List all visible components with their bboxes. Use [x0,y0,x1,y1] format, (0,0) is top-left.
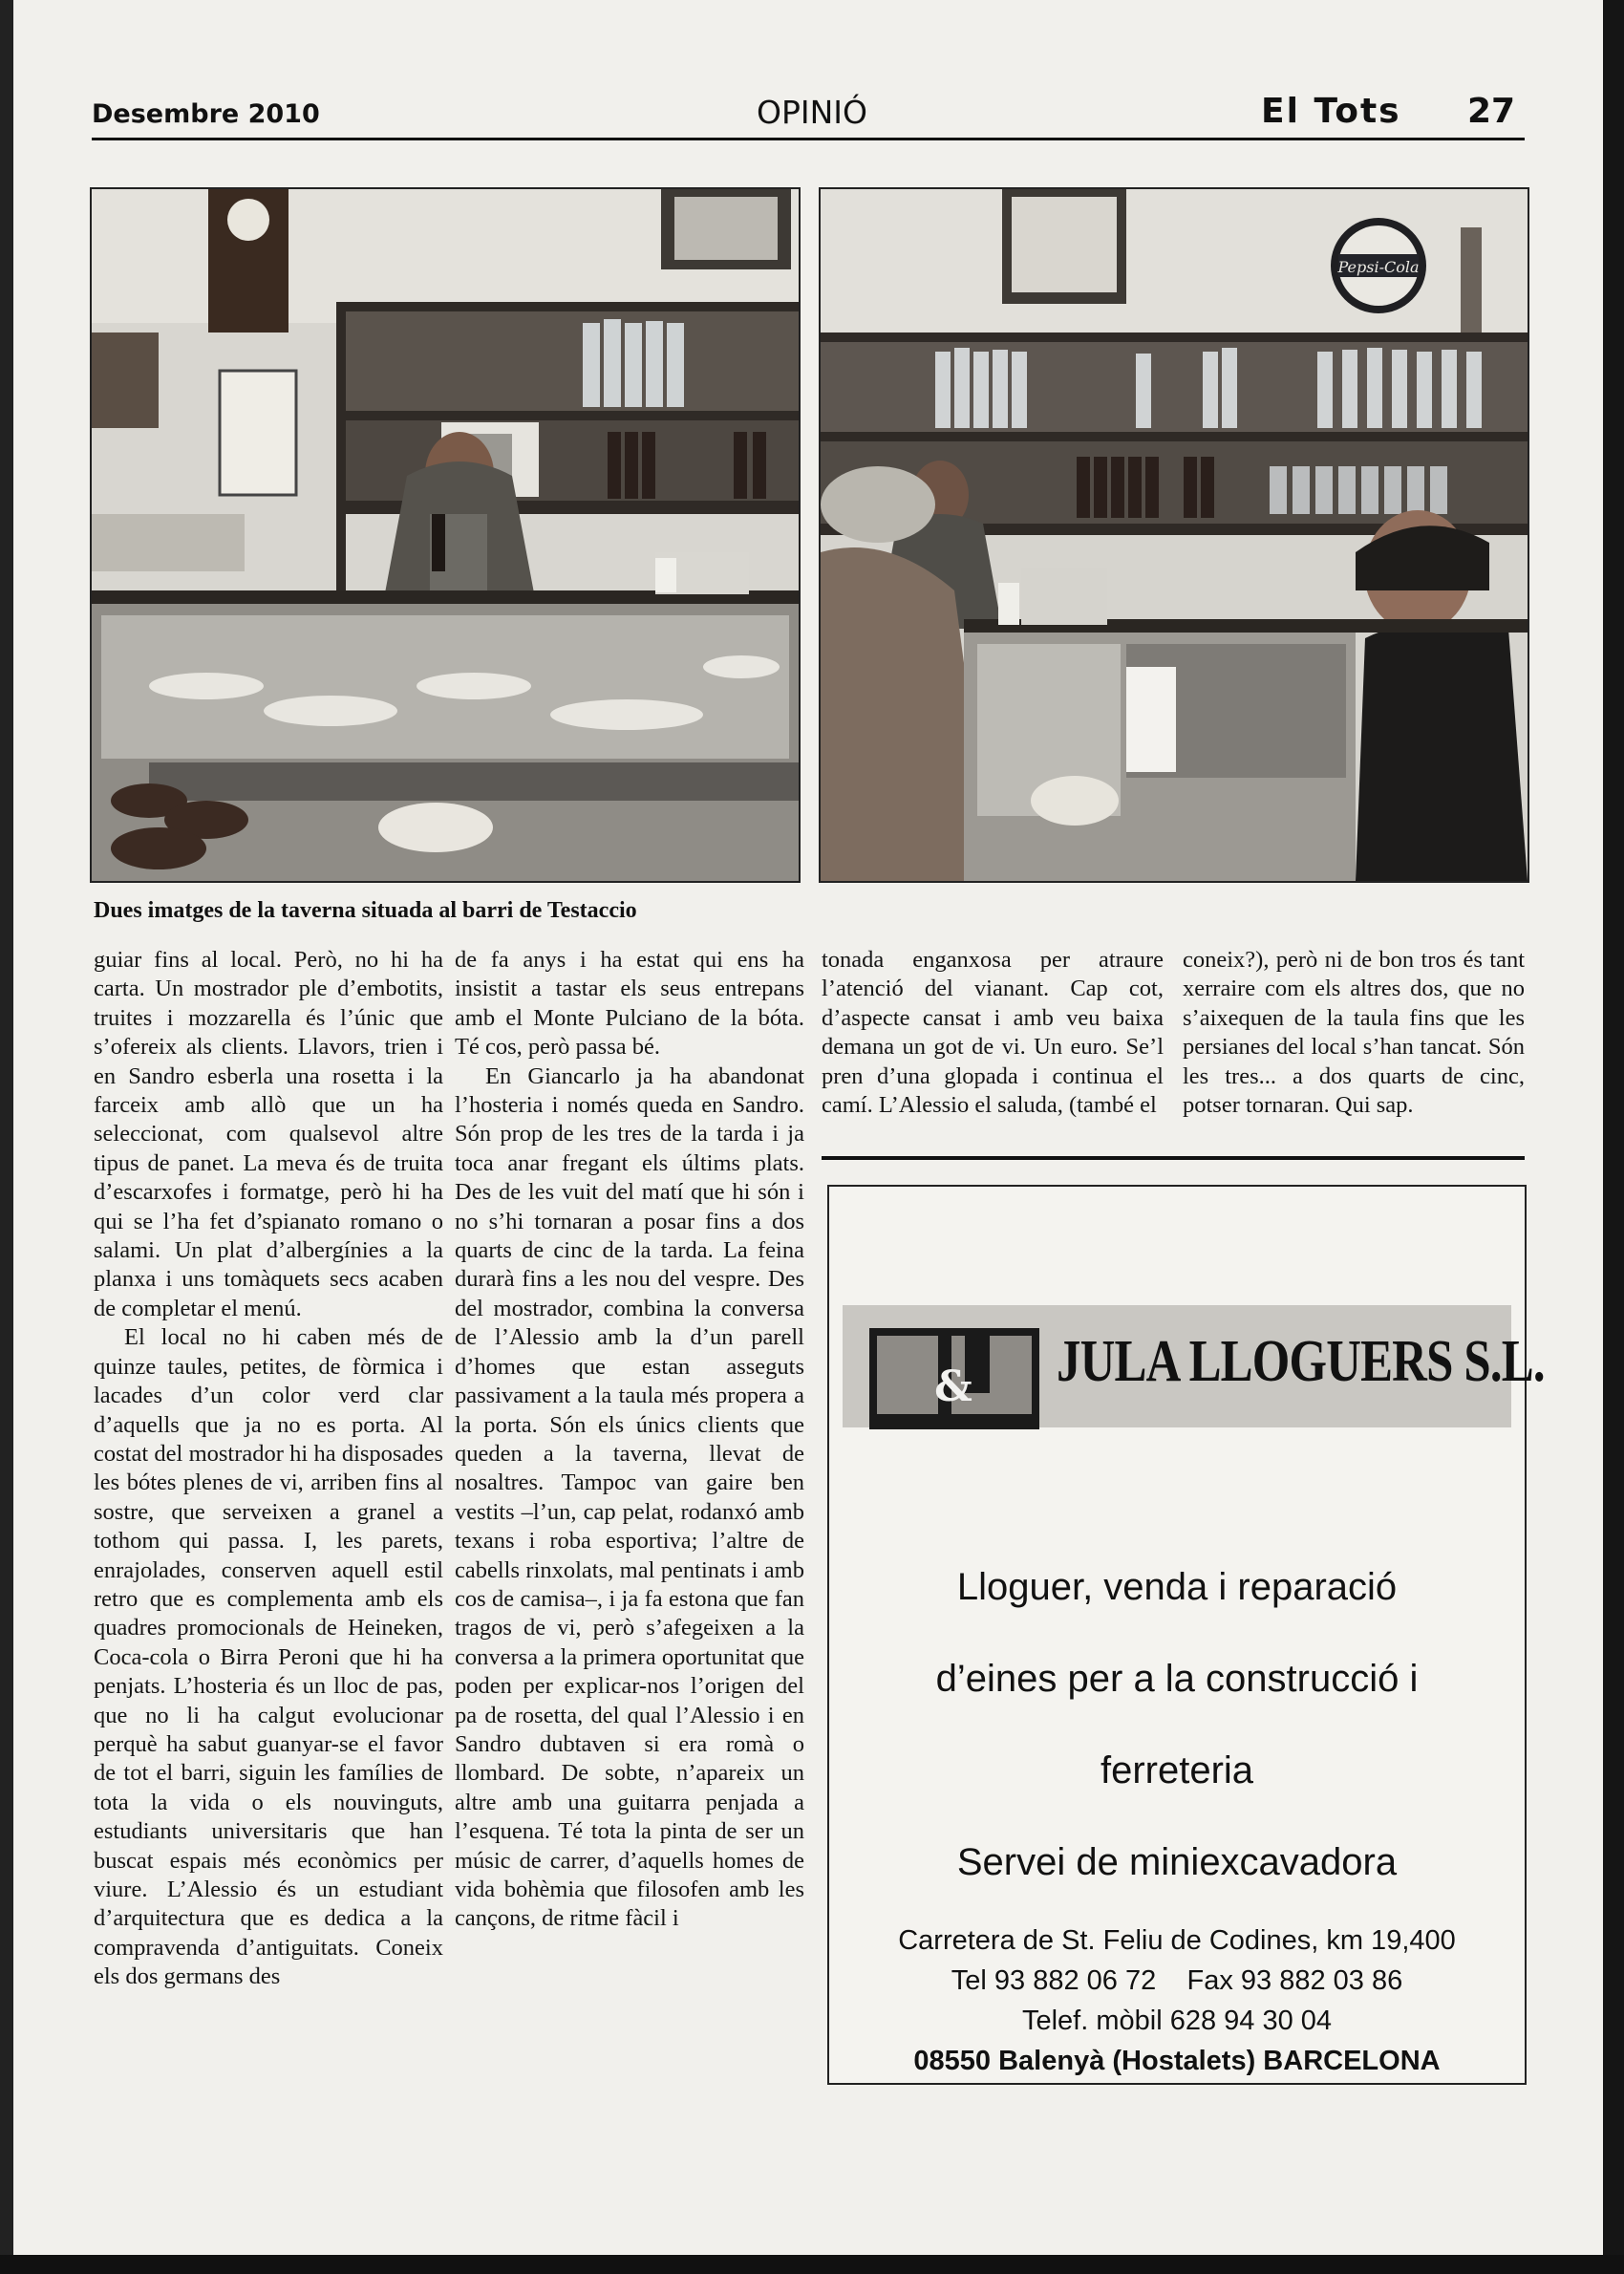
scan-edge-left [0,0,13,2274]
article-paragraph: de fa anys i ha estat qui ens ha insistit a tastar els seus entrepans amb el Monte Pulciano de la bóta. Té cos, però passa bé. [455,947,804,1061]
company-name: JULA LLOGUERS S.L. [1057,1329,1545,1394]
ad-service-line-3: ferreteria [1100,1749,1254,1791]
ad-city: 08550 Balenyà (Hostalets) BARCELONA [913,2046,1441,2076]
ad-service-line-4: Servei de miniexcavadora [956,1841,1398,1883]
tavern-photo-left [90,187,801,883]
magazine-page [13,0,1603,2255]
article-paragraph: En Giancarlo ja ha abandonat l’hosteria i només queda en Sandro. Són prop de les tres de la tarda i ja toca anar fregant els últims plats. Des de les vuit del matí que hi són i no s’hi tornaran a posar fins a dos quarts de cinc de la tarda. La feina durarà fins a les nou del vespre. Des del mostrador, combina la conversa de l’Alessio amb la d’un parell d’homes que estan asseguts passivament a la taula més propera a la porta. Són els únics clients que queden a la taverna, llevat de nosaltres. Tampoc van gaire ben vestits –l’un, cap pelat, rodanxó amb texans i roba esportiva; l’altre de cabells rinxolats, mal pentinats i amb cos de camisa–, i ja fa estona que fan tragos de vi, però s’afegeixen a la conversa a la primera oportunitat que poden per explicar-nos l’origen del pa de rosetta, del qual l’Alessio i en Sandro dubtaven si era romà o llombard. De sobte, n’apareix un altre amb una guitarra penjada a l’esquena. Té tota la pinta de ser un músic de carrer, d’aquells homes de vida bohèmia que filosofen amb les cançons, de ritme fàcil i [455,1062,804,1932]
logo-ampersand: & [934,1362,972,1411]
ad-service-line-2: d’eines per a la construcció i [935,1658,1419,1700]
article-end-rule [822,1156,1525,1160]
ad-mobile: Telef. mòbil 628 94 30 04 [1021,2006,1333,2036]
article-paragraph: coneix?), però ni de bon tros és tant xerraire com els altres dos, que no s’aixequen de la taula fins que les persianes del local s’han tancat. Són les tres... a dos quarts de cinc, potser tornaran. Qui sap. [1183,947,1525,1119]
pepsi-sign-text: Pepsi-Cola [1337,258,1420,276]
page-number: 27 [1467,92,1516,131]
ad-address: Carretera de St. Feliu de Codines, km 19,400 [898,1925,1456,1956]
ad-fax: Fax 93 882 03 86 [1186,1965,1403,1996]
tavern-photo-right-image [821,189,1528,881]
ad-phone: Tel 93 882 06 72 [951,1965,1157,1996]
section-title: OPINIÓ [757,94,867,131]
article-paragraph: tonada enganxosa per atraure l’atenció del vianant. Cap cot, d’aspecte cansat i amb veu baixa demana un got de vi. Un euro. Se’l pren d’una glopada i continua el camí. L’Alessio el saluda, (també el [822,947,1164,1119]
ad-phone-fax [829,1965,1525,1997]
article-column-4 [1183,946,1525,1120]
article-paragraph: El local no hi caben més de quinze taules, petites, de fòrmica i lacades d’un color verd clar d’aquells que ja no es porta. Al costat del mostrador hi ha disposades les bótes plenes de vi, arriben fins al sostre, que serveixen a granel a tothom qui passa. I, les parets, enrajolades, conserven aquell estil retro que es complementa amb els quadres promocionals de Heineken, Coca-cola o Birra Peroni que hi ha penjats. L’hosteria és un lloc de pas, que no li ha calgut evolucionar perquè ha sabut guanyar-se el favor de tot el barri, siguin les famílies de tota la vida o els nouvinguts, estudiants universitaris que han buscat espais més econòmics per viure. L’Alessio és un estudiant d’arquitectura que es dedica a la compravenda d’antiguitats. Coneix els dos germans des [94,1324,443,1990]
ad-service-line-1: Lloguer, venda i reparació [956,1566,1398,1608]
scan-edge-right [1603,0,1624,2274]
tavern-photo-left-image [92,189,799,881]
article-column-1 [94,946,443,1992]
page-header [92,92,1525,141]
article-column-2 [455,946,804,1934]
article-paragraph: guiar fins al local. Però, no hi ha carta. Un mostrador ple d’embotits, truites i mozzarella és l’únic que s’ofereix als clients. Llavors, trien i en Sandro esberla una rosetta i la farceix amb allò que un ha seleccionat, com qualsevol altre tipus de panet. La meva és de truita d’escarxofes i formatge, però hi ha qui se l’ha fet d’spianato romano o salami. Un plat d’albergínies a la planxa i uns tomàquets secs acaben de completar el menú. [94,947,443,1321]
magazine-title: El Tots [1261,92,1401,131]
advertisement-box [827,1185,1545,2085]
header-rule [92,138,1525,140]
tavern-photo-right [819,187,1529,883]
scan-edge-bottom [0,2255,1624,2274]
company-logo-icon [869,1328,1039,1429]
article-column-3 [822,946,1164,1120]
issue-date: Desembre 2010 [92,99,320,129]
photo-caption: Dues imatges de la taverna situada al barri de Testaccio [94,898,637,923]
